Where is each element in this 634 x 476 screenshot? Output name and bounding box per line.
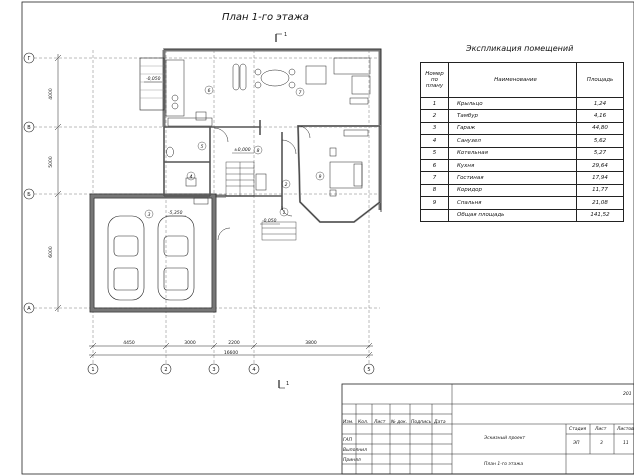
stamp-role-accepted: Принял <box>343 458 361 463</box>
room-label-8: 8 <box>256 149 260 154</box>
room-area: 5,27 <box>577 147 624 159</box>
axis-row-v: В <box>27 125 31 131</box>
room-name: Тамбур <box>449 110 577 122</box>
col-number-header: Номер по плану <box>421 63 449 98</box>
dim-row-2: 5000 <box>49 156 54 168</box>
stamp-sheets-value: 11 <box>623 441 629 446</box>
stamp-text <box>342 386 634 476</box>
room-number: 4 <box>421 135 449 147</box>
room-label-2: 2 <box>284 183 288 188</box>
room-name: Котельная <box>449 147 577 159</box>
room-name: Общая площадь <box>449 209 577 221</box>
room-area: 11,77 <box>577 184 624 196</box>
room-number: 3 <box>421 122 449 134</box>
room-number: 8 <box>421 184 449 196</box>
room-number: 9 <box>421 197 449 209</box>
axis-col-2: 2 <box>164 367 168 373</box>
room-label-6: 6 <box>207 89 211 94</box>
dim-col-4: 3800 <box>305 341 317 346</box>
axis-row-g: Г <box>27 56 31 62</box>
room-area: 21,08 <box>577 197 624 209</box>
stamp-sheet-header: Лист <box>595 427 607 432</box>
room-name: Гараж <box>449 122 577 134</box>
drawing-title: План 1-го этажа <box>222 12 309 23</box>
stamp-stage-header: Стадия <box>569 427 587 432</box>
section-label-top: 1 <box>284 32 288 38</box>
stamp-role-executed: Выполнил <box>343 448 367 453</box>
col-name-header: Наименование <box>449 63 577 98</box>
dim-col-1: 4450 <box>123 341 135 346</box>
stamp-code: 201 <box>623 392 632 397</box>
room-area: 141,52 <box>577 209 624 221</box>
stamp-sheet-title: План 1-го этажа <box>484 462 524 467</box>
room-name: Коридор <box>449 184 577 196</box>
room-number: 7 <box>421 172 449 184</box>
dim-row-3: 6000 <box>49 246 54 258</box>
room-label-7: 7 <box>298 91 302 96</box>
stamp-stage-value: ЭП <box>573 441 580 446</box>
room-name: Крыльцо <box>449 98 577 110</box>
axis-col-5: 5 <box>367 367 371 373</box>
dim-total: 16600 <box>223 351 239 356</box>
level-entry: -0,050 <box>262 219 277 224</box>
stamp-col-sign: Подпись <box>411 420 432 425</box>
stamp-col-izm: Изм. <box>343 420 354 425</box>
room-area: 4,16 <box>577 110 624 122</box>
room-area: 29,64 <box>577 159 624 171</box>
axis-col-3: 3 <box>212 367 216 373</box>
room-area: 5,62 <box>577 135 624 147</box>
room-area: 44,80 <box>577 122 624 134</box>
axis-row-b: Б <box>27 192 31 198</box>
room-name: Санузел <box>449 135 577 147</box>
room-label-5: 5 <box>200 145 204 150</box>
room-name: Кухня <box>449 159 577 171</box>
stamp-col-list: Лист <box>374 420 386 425</box>
room-name: Гостиная <box>449 172 577 184</box>
stamp-col-doc: № док. <box>391 420 408 425</box>
dim-col-3: 2200 <box>228 341 240 346</box>
stamp-col-kol: Кол. <box>358 420 369 425</box>
stamp-sheets-header: Листов <box>617 427 634 432</box>
stamp-role-gap: ГАП <box>343 438 352 443</box>
dim-row-1: 4000 <box>49 88 54 100</box>
stamp-project: Эскизный проект <box>484 436 526 441</box>
col-area-header: Площадь <box>577 63 624 98</box>
room-label-3: 3 <box>147 213 151 218</box>
room-label-4: 4 <box>189 175 193 180</box>
room-area: 1,24 <box>577 98 624 110</box>
room-label-9: 9 <box>318 175 322 180</box>
room-number: 6 <box>421 159 449 171</box>
section-label-bottom: 1 <box>286 381 290 387</box>
room-name: Спальня <box>449 197 577 209</box>
room-label-1: 1 <box>282 211 286 216</box>
room-number: 1 <box>421 98 449 110</box>
room-number: 5 <box>421 147 449 159</box>
level-kitchen: -0,050 <box>146 77 161 82</box>
level-corridor: ±0,000 <box>234 148 251 153</box>
axis-col-4: 4 <box>252 367 256 373</box>
axis-col-1: 1 <box>91 367 95 373</box>
stamp-col-date: Дата <box>434 420 446 425</box>
legend-title: Экспликация помещений <box>466 44 574 53</box>
room-area: 17,94 <box>577 172 624 184</box>
room-number: 2 <box>421 110 449 122</box>
dim-col-2: 3000 <box>184 341 196 346</box>
axis-row-a: А <box>27 306 31 312</box>
stamp-sheet-value: 3 <box>600 441 603 446</box>
level-garage: -5,350 <box>168 211 183 216</box>
